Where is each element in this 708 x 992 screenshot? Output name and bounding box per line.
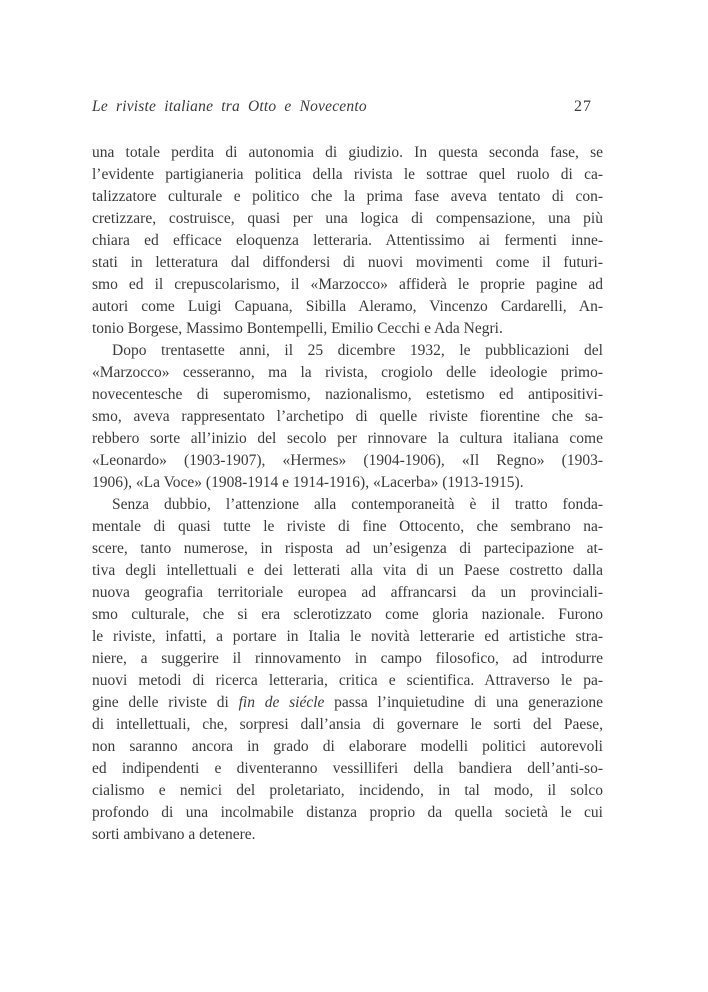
text-line: autori come Luigi Capuana, Sibilla Aleramo, Vincenzo Cardarelli, An-: [92, 298, 603, 315]
text-line: nuova geografia territoriale europea ad affrancarsi da un provinciali-: [92, 584, 603, 601]
text-line: smo culturale, che si era sclerotizzato come gloria nazionale. Furono: [92, 606, 603, 623]
text-line: tiva degli intellettuali e dei letterati alla vita di un Paese costretto dalla: [92, 562, 603, 579]
text-line: chiara ed efficace eloquenza letteraria. Attentissimo ai fermenti inne-: [92, 232, 603, 249]
text-line: ed indipendenti e diventeranno vessilliferi della bandiera dell’anti-so-: [92, 760, 603, 777]
text-line: talizzatore culturale e politico che la prima fase aveva tentato di con-: [92, 188, 603, 205]
paragraph: [92, 340, 603, 494]
text-line: mentale di quasi tutte le riviste di fine Ottocento, che sembrano na-: [92, 518, 603, 535]
text-line: 1906), «La Voce» (1908-1914 e 1914-1916), «Lacerba» (1913-1915).: [92, 474, 524, 491]
running-header: [92, 96, 603, 118]
text-line: stati in letteratura dal diffondersi di nuovi movimenti come il futuri-: [92, 254, 603, 271]
running-header-title: Le riviste italiane tra Otto e Novecento: [92, 98, 367, 115]
text-line: novecentesche di superomismo, nazionalismo, estetismo ed antipositivi-: [92, 386, 603, 403]
text-line: smo ed il crepuscolarismo, il «Marzocco» affiderà le proprie pagine ad: [92, 276, 603, 293]
page-number: 27: [574, 98, 592, 115]
text-line: una totale perdita di autonomia di giudizio. In questa seconda fase, se: [92, 144, 603, 161]
text-line: smo, aveva rappresentato l’archetipo di quelle riviste fiorentine che sa-: [92, 408, 603, 425]
text-line: scere, tanto numerose, in risposta ad un’esigenza di partecipazione at-: [92, 540, 603, 557]
text-line: gine delle riviste di fin de siécle passa l’inquietudine di una generazione: [92, 694, 603, 711]
text-line: non saranno ancora in grado di elaborare modelli politici autorevoli: [92, 738, 603, 755]
page-body: [92, 142, 603, 846]
text-line: profondo di una incolmabile distanza proprio da quella società le cui: [92, 804, 603, 821]
text-line: «Leonardo» (1903-1907), «Hermes» (1904-1906), «Il Regno» (1903-: [92, 452, 603, 469]
text-line: cialismo e nemici del proletariato, incidendo, in tal modo, il solco: [92, 782, 603, 799]
text-line: di intellettuali, che, sorpresi dall’ansia di governare le sorti del Paese,: [92, 716, 603, 733]
paragraph: [92, 142, 603, 340]
text-line: niere, a suggerire il rinnovamento in campo filosofico, ad introdurre: [92, 650, 603, 667]
text-line: cretizzare, costruisce, quasi per una logica di compensazione, una più: [92, 210, 603, 227]
text-line: tonio Borgese, Massimo Bontempelli, Emilio Cecchi e Ada Negri.: [92, 320, 503, 337]
text-line: sorti ambivano a detenere.: [92, 826, 256, 843]
text-line: l’evidente partigianeria politica della rivista le sottrae quel ruolo di ca-: [92, 166, 603, 183]
text-line: «Marzocco» cesseranno, ma la rivista, crogiolo delle ideologie primo-: [92, 364, 603, 381]
text-line: Dopo trentasette anni, il 25 dicembre 1932, le pubblicazioni del: [112, 342, 603, 359]
paragraph: [92, 494, 603, 846]
text-line: nuovi metodi di ricerca letteraria, critica e scientifica. Attraverso le pa-: [92, 672, 603, 689]
text-line: le riviste, infatti, a portare in Italia le novità letterarie ed artistiche stra-: [92, 628, 603, 645]
text-line: Senza dubbio, l’attenzione alla contemporaneità è il tratto fonda-: [112, 496, 603, 513]
text-line: rebbero sorte all’inizio del secolo per rinnovare la cultura italiana come: [92, 430, 603, 447]
